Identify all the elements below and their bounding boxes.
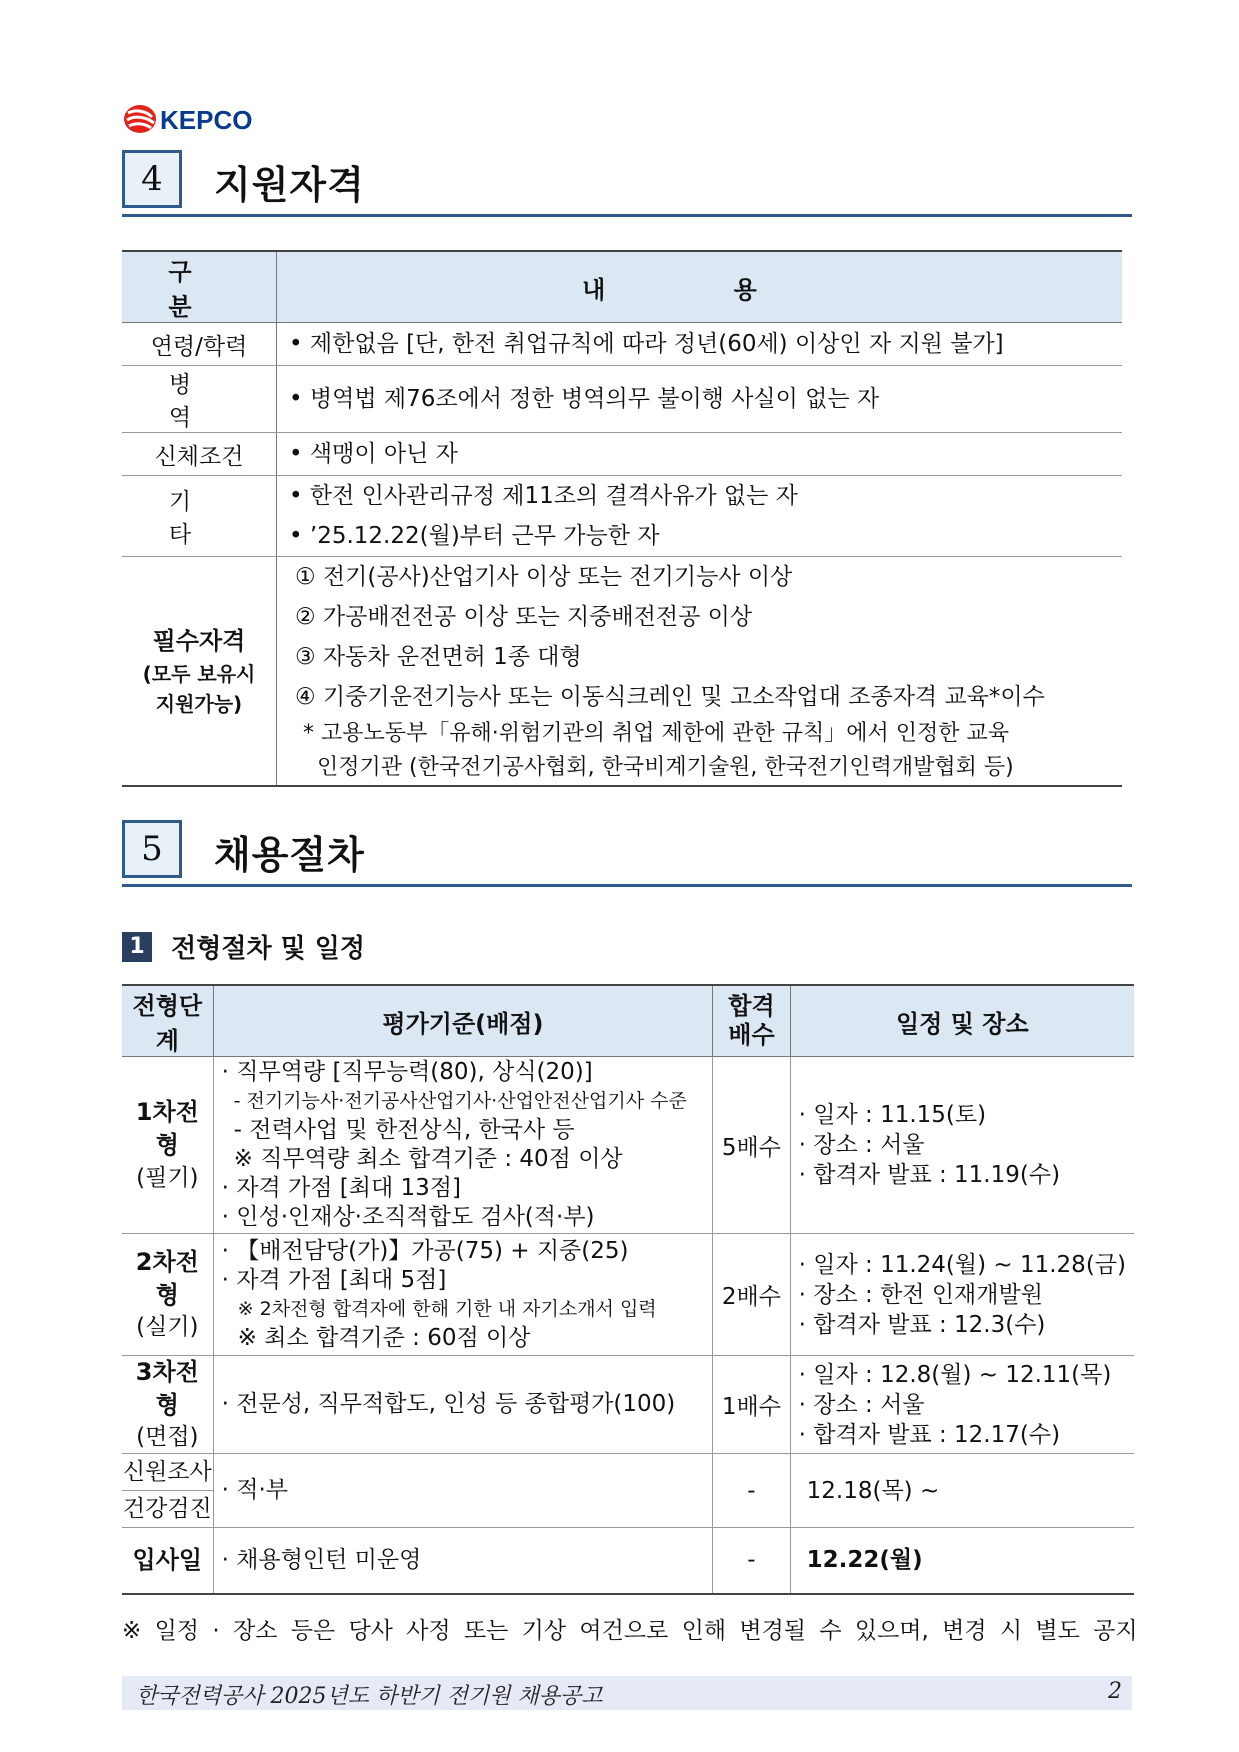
schedule-cell: · 일자 : 11.15(토) · 장소 : 서울 · 합격자 발표 : 11.19(수) <box>790 1057 1134 1234</box>
table-row <box>122 1356 1134 1454</box>
subsection-header <box>122 928 366 964</box>
row-label: 기 타 <box>122 476 277 557</box>
page-footer <box>122 1676 1132 1710</box>
kepco-logo-icon <box>122 103 282 135</box>
criteria-cell: · 전문성, 직무적합도, 인성 등 종합평가(100) <box>213 1356 713 1454</box>
footer-title: 한국전력공사 2025년도 하반기 전기원 채용공고 <box>136 1684 603 1709</box>
schedule-cell: 12.22(월) <box>790 1528 1134 1594</box>
header-criteria: 평가기준(배점) <box>213 985 713 1057</box>
schedule-cell: · 일자 : 12.8(월) ~ 12.11(목) · 장소 : 서울 · 합격자 발표 : 12.17(수) <box>790 1356 1134 1454</box>
header-multiple: 합격 배수 <box>713 985 790 1057</box>
section-title: 채용절차 <box>214 833 365 877</box>
kepco-logo <box>122 103 282 135</box>
header-content: 내 용 <box>277 251 1123 323</box>
stage-cell: 3차전형 (면접) <box>122 1356 213 1454</box>
section-4-header <box>122 150 1132 217</box>
criteria-cell: · 채용형인턴 미운영 <box>213 1528 713 1594</box>
header-category: 구 분 <box>122 251 277 323</box>
row-label: 신체조건 <box>122 433 277 476</box>
table-row <box>122 366 1122 433</box>
procedure-table <box>122 984 1134 1595</box>
row-content: • 제한없음 [단, 한전 취업규칙에 따라 정년(60세) 이상인 자 지원 불가] <box>277 323 1123 366</box>
table-row <box>122 323 1122 366</box>
table-header-row <box>122 985 1134 1057</box>
stage-cell: 2차전형 (실기) <box>122 1234 213 1356</box>
logo-text: KEPCO <box>160 105 253 135</box>
multiple-cell: - <box>713 1528 790 1594</box>
qualification-table <box>122 250 1122 787</box>
table-row <box>122 476 1122 557</box>
footnote: ※ 일정 · 장소 등은 당사 사정 또는 기상 여건으로 인해 변경될 수 있으며, 변경 시 별도 공지 <box>122 1618 1138 1644</box>
row-content: • 색맹이 아닌 자 <box>277 433 1123 476</box>
required-content: ① 전기(공사)산업기사 이상 또는 전기기능사 이상 ② 가공배전전공 이상 또는 지중배전전공 이상 ③ 자동차 운전면허 1종 대형 ④ 기중기운전기능사 또는 이동식크레인 및 고소작업대 조종자격 교육*이수 * 고용노동부「유해·위험기관의 취업 제한에 관한 규칙」에서 인정한 교육 인정기관 (한국전기공사협회, 한국비계기술원, 한국전기인력개발협회 등) <box>277 557 1123 787</box>
table-row <box>122 1528 1134 1594</box>
subsection-title: 전형절차 및 일정 <box>171 934 366 964</box>
header-schedule: 일정 및 장소 <box>790 985 1134 1057</box>
required-label: 필수자격 (모두 보유시 지원가능) <box>122 557 277 787</box>
table-row <box>122 433 1122 476</box>
header-stage: 전형단계 <box>122 985 213 1057</box>
section-number: 5 <box>122 820 182 878</box>
table-row-required <box>122 557 1122 787</box>
multiple-cell: 5배수 <box>713 1057 790 1234</box>
multiple-cell: 2배수 <box>713 1234 790 1356</box>
row-label: 병 역 <box>122 366 277 433</box>
criteria-cell: · 직무역량 [직무능력(80), 상식(20)] - 전기기능사·전기공사산업기사·산업안전산업기사 수준 - 전력사업 및 한전상식, 한국사 등 ※ 직무역량 최소 합격기준 : 40점 이상 · 자격 가점 [최대 13점] · 인성·인재상·조직적합도 검사(적·부) <box>213 1057 713 1234</box>
table-header-row <box>122 251 1122 323</box>
row-label: 연령/학력 <box>122 323 277 366</box>
subsection-number: 1 <box>122 932 152 962</box>
schedule-cell: · 일자 : 11.24(월) ~ 11.28(금) · 장소 : 한전 인재개발원 · 합격자 발표 : 12.3(수) <box>790 1234 1134 1356</box>
row-content: • 병역법 제76조에서 정한 병역의무 불이행 사실이 없는 자 <box>277 366 1123 433</box>
multiple-cell: - <box>713 1454 790 1528</box>
stage-cell: 입사일 <box>122 1528 213 1594</box>
table-row <box>122 1057 1134 1234</box>
schedule-cell: 12.18(목) ~ <box>790 1454 1134 1528</box>
section-number: 4 <box>122 150 182 208</box>
criteria-cell: · 적·부 <box>213 1454 713 1528</box>
section-title: 지원자격 <box>214 163 365 207</box>
table-row <box>122 1234 1134 1356</box>
section-5-header <box>122 820 1132 887</box>
table-row <box>122 1454 1134 1528</box>
row-content: • 한전 인사관리규정 제11조의 결격사유가 없는 자 • ’25.12.22(월)부터 근무 가능한 자 <box>277 476 1123 557</box>
page-number: 2 <box>1108 1679 1122 1704</box>
stage-cell: 1차전형 (필기) <box>122 1057 213 1234</box>
stage-cell: 신원조사 건강검진 <box>122 1454 213 1528</box>
multiple-cell: 1배수 <box>713 1356 790 1454</box>
criteria-cell: · 【배전담당(가)】가공(75) + 지중(25) · 자격 가점 [최대 5점] ※ 2차전형 합격자에 한해 기한 내 자기소개서 입력 ※ 최소 합격기준 : 60점 이상 <box>213 1234 713 1356</box>
